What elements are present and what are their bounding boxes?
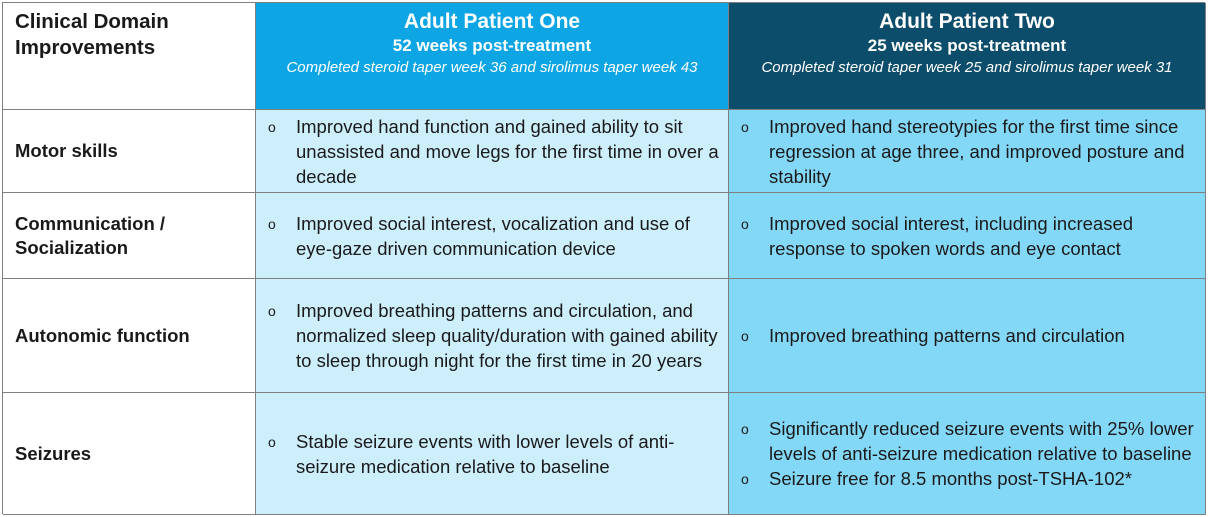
list-item: o Improved hand function and gained ability to sit unassisted and move legs for the first time in over a decade [268, 115, 719, 187]
bullet-marker-icon: o [741, 470, 749, 487]
motor-patient-one-cell [256, 110, 729, 193]
list-item: o Improved breathing patterns and circulation, and normalized sleep quality/duration with gained ability to sleep through night for the first time in 20 years [268, 300, 718, 371]
patient-one-name: Adult Patient One [403, 10, 581, 33]
row-label-autonomic-function: Autonomic function [3, 279, 256, 393]
communication-patient-one-cell [256, 193, 729, 279]
patient-two-header [729, 3, 1206, 110]
row-label-motor-skills: Motor skills [3, 110, 256, 193]
bullet-marker-icon: o [741, 215, 749, 232]
patient-one-taper: Completed steroid taper week 36 and sirolimus taper week 43 [286, 59, 698, 76]
bullet-marker-icon: o [268, 118, 276, 135]
domain-column-header-label: Clinical Domain Improvements [15, 10, 169, 59]
patient-two-taper: Completed steroid taper week 25 and sirolimus taper week 31 [761, 59, 1173, 76]
list-item: o Seizure free for 8.5 months post-TSHA-102* [741, 466, 1197, 492]
row-label-communication: Communication / Socialization [3, 193, 256, 279]
patient-one-weeks: 52 weeks post-treatment [392, 36, 592, 55]
bullet-marker-icon: o [741, 420, 749, 437]
seizures-patient-one-cell [256, 393, 729, 515]
motor-patient-two-cell [729, 110, 1206, 193]
list-item: o Improved social interest, vocalization and use of eye-gaze driven communication device [268, 212, 690, 259]
domain-column-header [3, 3, 256, 110]
patient-one-header [256, 3, 729, 110]
bullet-marker-icon: o [268, 303, 276, 319]
bullet-marker-icon: o [741, 327, 749, 344]
autonomic-patient-two-cell [729, 279, 1206, 393]
bullet-marker-icon: o [741, 118, 749, 135]
communication-patient-two-cell [729, 193, 1206, 279]
row-label-seizures: Seizures [3, 393, 256, 515]
list-item: o Stable seizure events with lower levels of anti-seizure medication relative to baseline [268, 430, 675, 477]
seizures-patient-two-cell [729, 393, 1206, 515]
bullet-marker-icon: o [268, 433, 276, 450]
list-item: o Improved breathing patterns and circulation [741, 323, 1197, 349]
bullet-marker-icon: o [268, 215, 276, 232]
clinical-outcomes-table [2, 2, 1205, 514]
autonomic-patient-one-cell [256, 279, 729, 393]
patient-two-name: Adult Patient Two [879, 10, 1055, 33]
list-item: o Significantly reduced seizure events with 25% lower levels of anti-seizure medication relative to baseline [741, 417, 1194, 464]
patient-two-weeks: 25 weeks post-treatment [867, 36, 1067, 55]
list-item: o Improved social interest, including increased response to spoken words and eye contact [741, 212, 1134, 259]
list-item: o Improved hand stereotypies for the first time since regression at age three, and improved posture and stability [741, 115, 1185, 187]
